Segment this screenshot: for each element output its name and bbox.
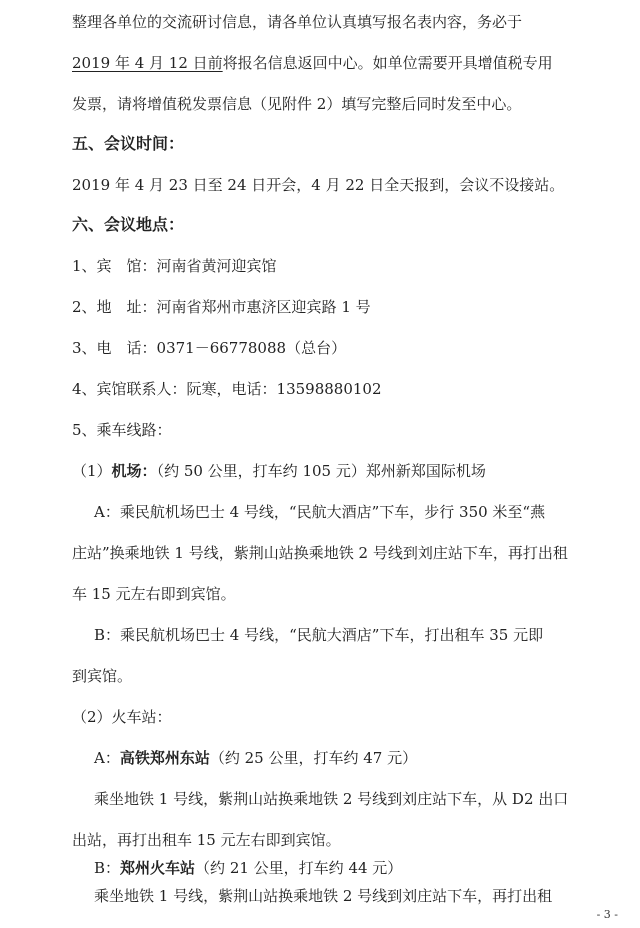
section-heading-time: 五、会议时间： bbox=[72, 134, 185, 153]
station-name: 郑州火车站 bbox=[120, 859, 196, 877]
station-text: （约 21 公里，打车约 44 元） bbox=[195, 859, 403, 877]
paragraph-line: 乘坐地铁 1 号线，紫荆山站换乘地铁 2 号线到刘庄站下车，从 D2 出口 bbox=[94, 790, 569, 808]
paragraph-line: A：乘民航机场巴士 4 号线，“民航大酒店”下车，步行 350 米至“燕 bbox=[94, 503, 546, 521]
paragraph-line: 2019 年 4 月 23 日至 24 日开会，4 月 22 日全天报到，会议不设接站。 bbox=[72, 176, 565, 194]
list-item: 4、宾馆联系人：阮寒，电话：13598880102 bbox=[72, 380, 382, 398]
paragraph-line: 庄站”换乘地铁 1 号线，紫荆山站换乘地铁 2 号线到刘庄站下车，再打出租 bbox=[72, 544, 568, 562]
station-heading bbox=[94, 858, 402, 878]
paragraph-line: 整理各单位的交流研讨信息，请各单位认真填写报名表内容，务必于 bbox=[72, 13, 523, 31]
paragraph-line: B：乘民航机场巴士 4 号线，“民航大酒店”下车，打出租车 35 元即 bbox=[94, 626, 544, 644]
station-letter: A： bbox=[94, 749, 120, 767]
route-number: （1） bbox=[72, 462, 112, 480]
paragraph-text: 将报名信息返回中心。如单位需要开具增值税专用 bbox=[222, 54, 553, 72]
route-text: （约 50 公里，打车约 105 元）郑州新郑国际机场 bbox=[156, 462, 486, 480]
station-text: （约 25 公里，打车约 47 元） bbox=[209, 749, 418, 767]
list-item: 1、宾 馆：河南省黄河迎宾馆 bbox=[72, 257, 277, 275]
paragraph-line: 出站，再打出租车 15 元左右即到宾馆。 bbox=[72, 831, 341, 849]
list-item: 2、地 址：河南省郑州市惠济区迎宾路 1 号 bbox=[72, 298, 371, 316]
deadline-date: 2019 年 4 月 12 日前 bbox=[72, 54, 223, 72]
page-number: - 3 - bbox=[596, 908, 618, 921]
paragraph-line: 到宾馆。 bbox=[72, 667, 133, 685]
section-heading-location: 六、会议地点： bbox=[72, 215, 185, 234]
list-item: 3、电 话：0371－66778088（总台） bbox=[72, 339, 347, 357]
list-item: 5、乘车线路： bbox=[72, 421, 172, 439]
route-bold-label: 机场： bbox=[111, 462, 157, 480]
paragraph-line: 车 15 元左右即到宾馆。 bbox=[72, 585, 236, 603]
station-letter: B： bbox=[94, 859, 121, 877]
route-heading bbox=[72, 461, 486, 481]
paragraph-line: 发票，请将增值税发票信息（见附件 2）填写完整后同时发至中心。 bbox=[72, 95, 522, 113]
station-heading bbox=[94, 748, 417, 768]
station-name: 高铁郑州东站 bbox=[119, 749, 210, 767]
paragraph-line bbox=[72, 53, 553, 73]
paragraph-line: 乘坐地铁 1 号线，紫荆山站换乘地铁 2 号线到刘庄站下车，再打出租 bbox=[94, 887, 553, 905]
route-heading: （2）火车站： bbox=[72, 708, 172, 726]
